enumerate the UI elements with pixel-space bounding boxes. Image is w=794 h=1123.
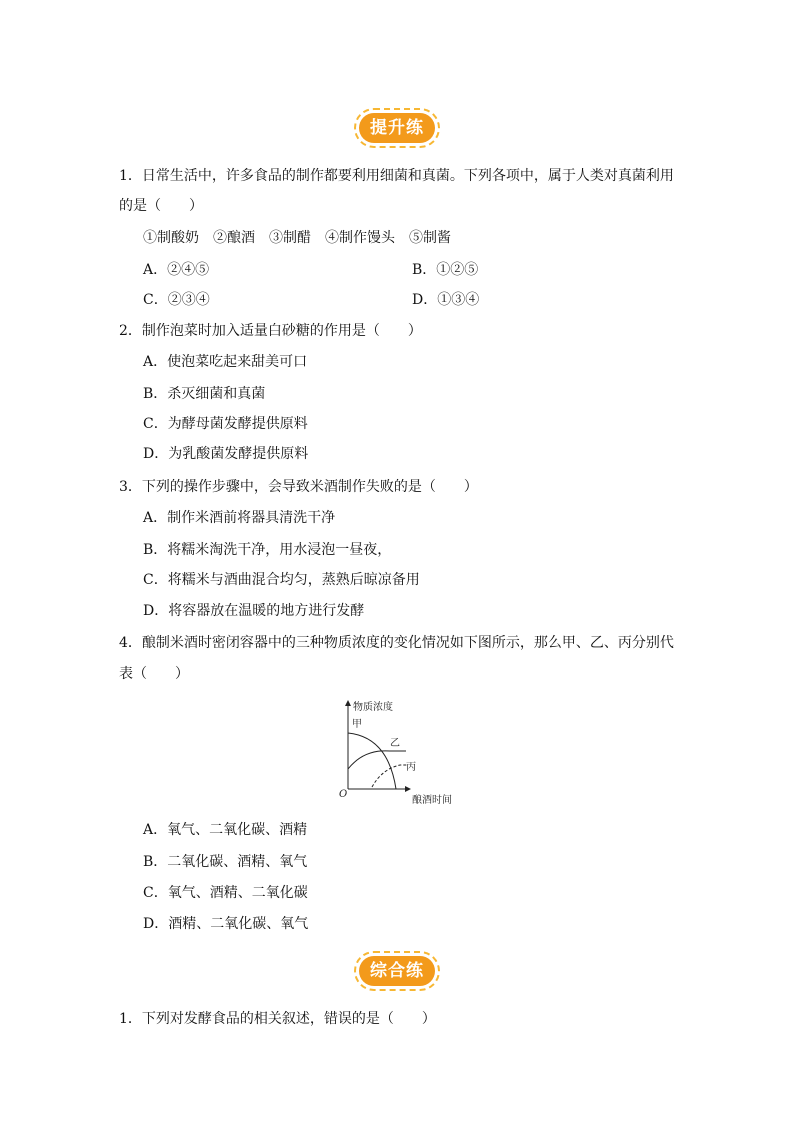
q3-text: 3．下列的操作步骤中，会导致米酒制作失败的是（ ）: [119, 479, 478, 495]
q1-text-line1: 1．日常生活中，许多食品的制作都要利用细菌和真菌。下列各项中，属于人类对真菌利用: [119, 168, 674, 184]
series-bing-curve: [372, 765, 408, 787]
q4-text-line1: 4．酿制米酒时密闭容器中的三种物质浓度的变化情况如下图所示，那么甲、乙、丙分别代: [119, 635, 674, 651]
q1-option-d: D．①③④: [412, 292, 480, 308]
section-badge-tisheng: [354, 108, 440, 148]
q5-text: 1．下列对发酵食品的相关叙述，错误的是（ ）: [119, 1011, 436, 1027]
q3-option-a: A．制作米酒前将器具清洗干净: [143, 510, 336, 526]
q1-option-b: B．①②⑤: [412, 262, 479, 278]
q2-option-d: D．为乳酸菌发酵提供原料: [143, 446, 309, 462]
concentration-chart: [330, 697, 470, 809]
chart-origin-label: O: [339, 789, 348, 800]
series-label-jia: 甲: [352, 719, 362, 730]
q1-items: ①制酸奶 ②酿酒 ③制醋 ④制作馒头 ⑤制酱: [143, 230, 451, 246]
q3-option-b: B．将糯米淘洗干净，用水浸泡一昼夜，: [143, 542, 392, 558]
q2-option-c: C．为酵母菌发酵提供原料: [143, 416, 308, 432]
q2-option-a: A．使泡菜吃起来甜美可口: [143, 354, 308, 370]
series-label-bing: 丙: [406, 762, 416, 773]
q4-option-b: B．二氧化碳、酒精、氧气: [143, 854, 308, 870]
q1-option-a: A．②④⑤: [143, 262, 210, 278]
section-title-zonghe: 综合练: [359, 956, 435, 986]
q4-option-d: D．酒精、二氧化碳、氧气: [143, 916, 309, 932]
series-yi-curve: [348, 751, 406, 769]
chart-y-label: 物质浓度: [353, 702, 393, 713]
q2-option-b: B．杀灭细菌和真菌: [143, 386, 266, 402]
q1-text-line2: 的是（ ）: [119, 198, 203, 214]
q4-option-a: A．氧气、二氧化碳、酒精: [143, 822, 308, 838]
section-title-tisheng: 提升练: [359, 113, 435, 143]
q4-text-line2: 表（ ）: [119, 666, 189, 682]
q1-option-c: C．②③④: [143, 292, 210, 308]
chart-x-label: 酿酒时间: [412, 795, 452, 806]
series-label-yi: 乙: [390, 738, 400, 749]
section-badge-zonghe: [354, 951, 440, 991]
q3-option-d: D．将容器放在温暖的地方进行发酵: [143, 603, 365, 619]
q4-option-c: C．氧气、酒精、二氧化碳: [143, 885, 308, 901]
q2-text: 2．制作泡菜时加入适量白砂糖的作用是（ ）: [119, 323, 422, 339]
q3-option-c: C．将糯米与酒曲混合均匀，蒸熟后晾凉备用: [143, 572, 420, 588]
